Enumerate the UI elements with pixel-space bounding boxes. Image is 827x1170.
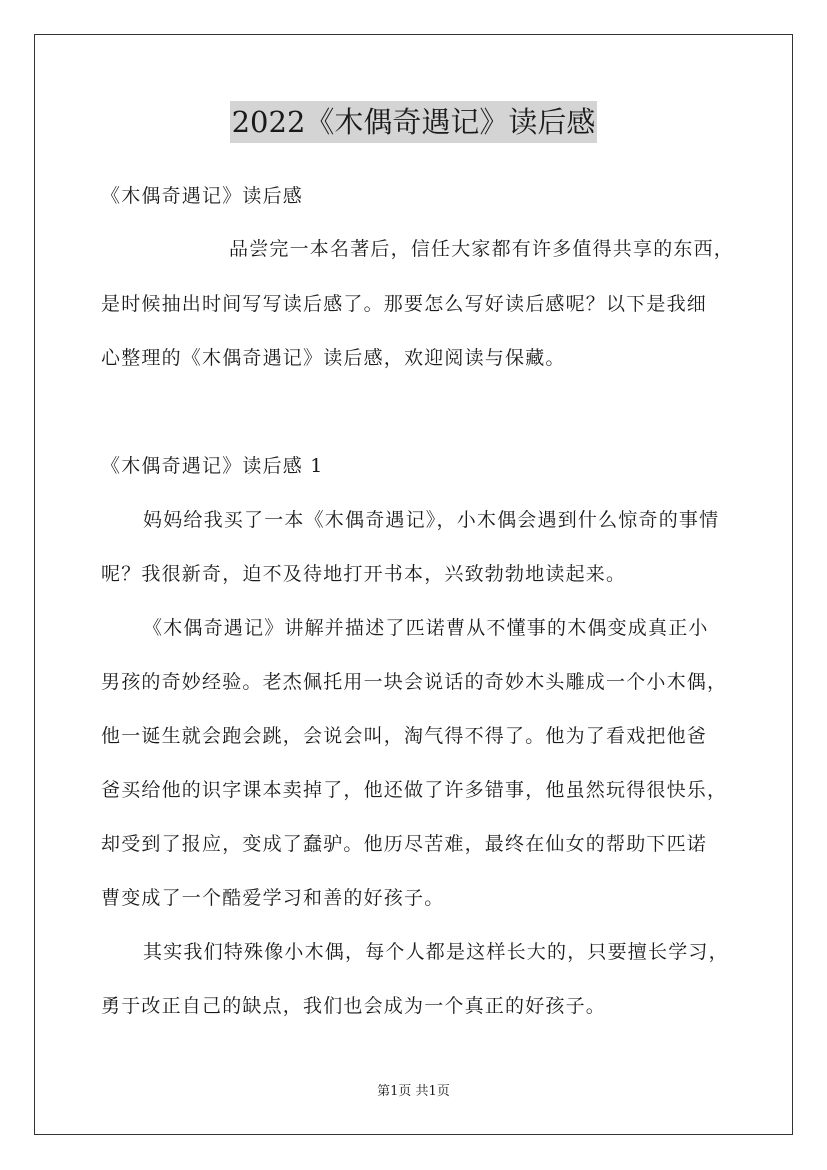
paragraph-line: 却受到了报应，变成了蠢驴。他历尽苦难，最终在仙女的帮助下匹诺 xyxy=(101,833,708,855)
paragraph-line: 他一诞生就会跑会跳，会说会叫，淘气得不得了。他为了看戏把他爸 xyxy=(101,725,708,747)
paragraph-line: 妈妈给我买了一本《木偶奇遇记》，小木偶会遇到什么惊奇的事情 xyxy=(143,509,720,531)
paragraph-line: 爸买给他的识字课本卖掉了，他还做了许多错事，他虽然玩得很快乐， xyxy=(101,779,728,801)
intro-line: 心整理的《木偶奇遇记》读后感，欢迎阅读与保藏。 xyxy=(101,347,566,369)
paragraph-line: 《木偶奇遇记》讲解并描述了匹诺曹从不懂事的木偶变成真正小 xyxy=(143,617,709,639)
document-title-text: 2022《木偶奇遇记》读后感 xyxy=(230,101,598,143)
document-subtitle: 《木偶奇遇记》读后感 xyxy=(101,185,304,207)
paragraph-line: 其实我们特殊像小木偶，每个人都是这样长大的，只要擅长学习， xyxy=(143,941,729,963)
section-heading: 《木偶奇遇记》读后感 1 xyxy=(101,455,324,477)
intro-line: 是时候抽出时间写写读后感了。那要怎么写好读后感呢？以下是我细 xyxy=(101,293,708,315)
document-title xyxy=(0,101,827,143)
paragraph-line: 曹变成了一个酷爱学习和善的好孩子。 xyxy=(101,887,445,909)
page-footer: 第1页 共1页 xyxy=(377,1084,450,1099)
paragraph-line: 男孩的奇妙经验。老杰佩托用一块会说话的奇妙木头雕成一个小木偶， xyxy=(101,671,728,693)
paragraph-line: 呢？我很新奇，迫不及待地打开书本，兴致勃勃地读起来。 xyxy=(101,563,627,585)
intro-line: 品尝完一本名著后，信任大家都有许多值得共享的东西， xyxy=(229,238,735,260)
paragraph-line: 勇于改正自己的缺点，我们也会成为一个真正的好孩子。 xyxy=(101,995,607,1017)
